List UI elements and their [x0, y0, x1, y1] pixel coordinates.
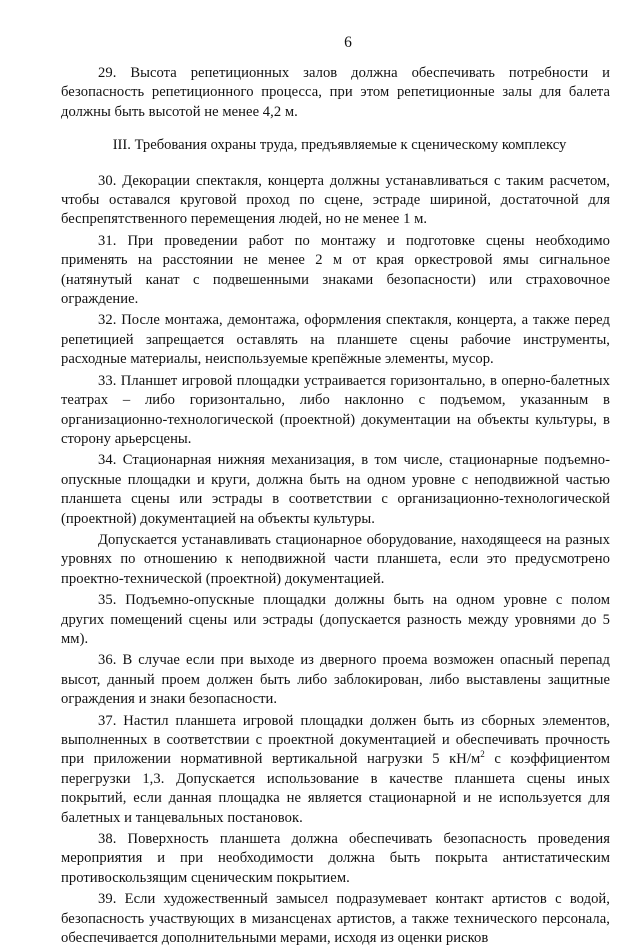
paragraph-31: 31. При проведении работ по монтажу и подготовке сцены необходимо применять на расстоянии не менее 2 м от края оркестровой ямы сигнальное (натянутый канат с подвешенными знаками безопасности) или страховочное ограждение.	[61, 232, 610, 308]
page-number: 6	[344, 34, 352, 51]
paragraph-36: 36. В случае если при выходе из дверного проема возможен опасный перепад высот, данный проем должен быть либо заблокирован, либо выставлены защитные ограждения и знаки безопасности.	[61, 652, 610, 708]
paragraph-34-continuation: Допускается устанавливать стационарное оборудование, находящееся на разных уровнях по отношению к неподвижной части планшета, если это предусмотрено проектно-технической (проектной) документацией.	[61, 531, 610, 587]
paragraph-33: 33. Планшет игровой площадки устраивается горизонтально, в оперно-балетных театрах – либо горизонтально, либо наклонно с подъемом, указанным в организационно-технологической (проектной) документации на объекты культуры, в сторону арьерсцены.	[61, 372, 610, 447]
paragraph-37	[61, 712, 610, 828]
paragraph-38: 38. Поверхность планшета должна обеспечивать безопасность проведения мероприятия и при необходимости должна быть покрыта антистатическим противоскользящим сценическим покрытием.	[61, 831, 610, 886]
paragraph-34: 34. Стационарная нижняя механизация, в том числе, стационарные подъемно-опускные площадки и круги, должна быть на одном уровне с неподвижной частью планшета сцены или эстрады в соответствии с организационно-технологической (проектной) документацией на объекты культуры.	[61, 452, 610, 527]
paragraph-29: 29. Высота репетиционных залов должна обеспечивать потребности и безопасность репетиционного процесса, при этом репетиционные залы для балета должны быть высотой не менее 4,2 м.	[61, 65, 610, 120]
paragraph-37-text-after-unit: с коэффициентом перегрузки 1,3. Допускается использование в качестве планшета сцены иных покрытий, если данная площадка не является стационарной и не используется для балетных и танцевальных постановок.	[61, 751, 610, 826]
paragraph-30: 30. Декорации спектакля, концерта должны устанавливаться с таким расчетом, чтобы оставался круговой проход по сцене, эстраде шириной, достаточной для беспрепятственного перемещения людей, но не менее 1 м.	[61, 172, 610, 228]
unit-superscript: 2	[480, 749, 485, 760]
paragraph-39: 39. Если художественный замысел подразумевает контакт артистов с водой, безопасность участвующих в мизансценах артистов, а также технического персонала, обеспечивается дополнительными мерами, исходя из оценки рисков	[61, 891, 610, 947]
section-heading: III. Требования охраны труда, предъявляемые к сценическому комплексу	[112, 137, 567, 154]
paragraph-32: 32. После монтажа, демонтажа, оформления спектакля, концерта, а также перед репетицией запрещается оставлять на планшете сцены рабочие инструменты, расходные материалы, неиспользуемые крепёжные элементы, мусор.	[61, 312, 610, 368]
paragraph-35: 35. Подъемно-опускные площадки должны быть на одном уровне с полом других помещений сцены или эстрады (допускается разность между уровнями до 5 мм).	[61, 592, 610, 647]
paragraph-37-text-before-unit: 37. Настил планшета игровой площадки должен быть из сборных элементов, выполненных в соответствии с проектной документацией и обеспечивать прочность при приложении нормативной вертикальной нагрузки 5 кН/м	[61, 712, 610, 768]
